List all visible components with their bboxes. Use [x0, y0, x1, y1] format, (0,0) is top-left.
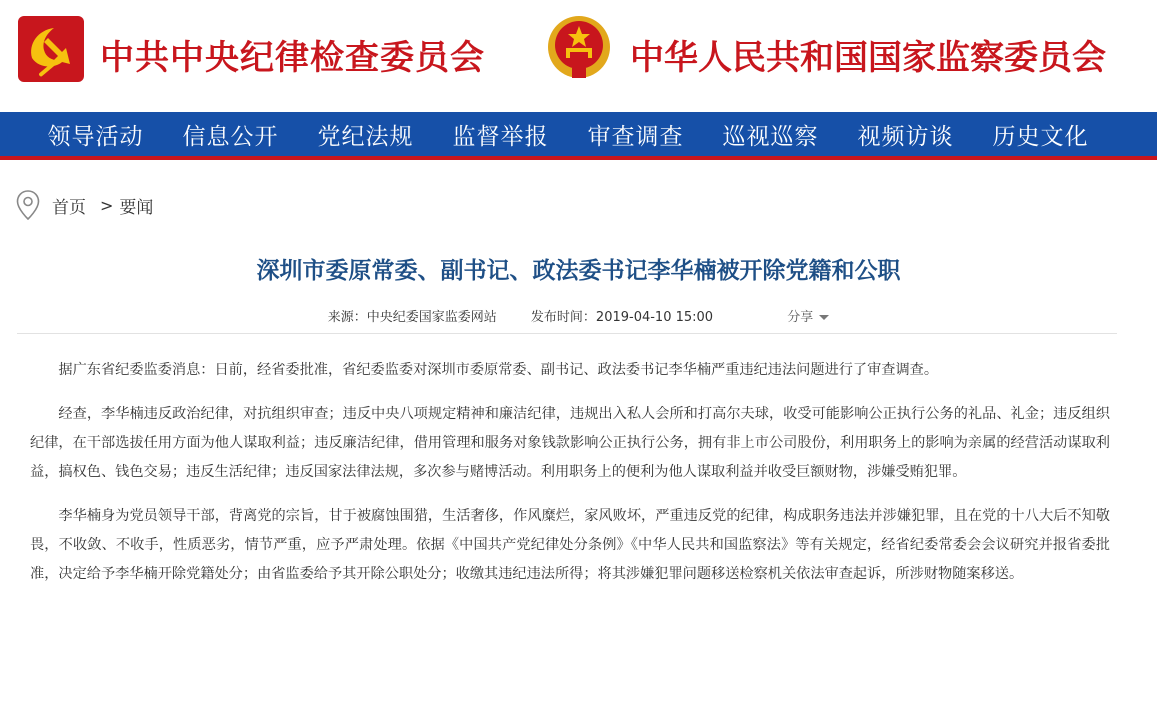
site-title-ccdi[interactable]: 中共中央纪律检查委员会 — [100, 38, 485, 78]
breadcrumb-separator: > — [100, 195, 114, 215]
nav-item-inspection[interactable]: 巡视巡察 — [722, 123, 819, 150]
article-source: 来源：中央纪委国家监委网站 — [327, 310, 497, 325]
party-emblem-icon[interactable] — [18, 16, 84, 82]
divider — [17, 333, 1117, 334]
site-title-nsc[interactable]: 中华人民共和国国家监察委员会 — [630, 38, 1106, 78]
breadcrumb — [16, 190, 153, 220]
national-emblem-icon[interactable] — [546, 12, 612, 82]
main-nav — [0, 112, 1157, 160]
nav-item-investigation[interactable]: 审查调查 — [587, 123, 684, 150]
nav-item-video[interactable]: 视频访谈 — [857, 123, 954, 150]
share-label: 分享 — [787, 310, 814, 325]
site-header — [0, 0, 1157, 112]
nav-item-info[interactable]: 信息公开 — [182, 123, 279, 150]
article-pub-time: 发布时间：2019-04-10 15:00 — [530, 310, 714, 325]
article-paragraph: 李华楠身为党员领导干部，背离党的宗旨，甘于被腐蚀围猎，生活奢侈，作风糜烂，家风败坏，严重违反党的纪律，构成职务违法并涉嫌犯罪，且在党的十八大后不知敬畏，不收敛、不收手，性质恶劣，情节严重，应予严肃处理。依据《中国共产党纪律处分条例》《中华人民共和国监察法》等有关规定，经省纪委常委会会议研究并报省委批准，决定给予李华楠开除党籍处分；由省监委给予其开除公职处分；收缴其违纪违法所得；将其涉嫌犯罪问题移送检察机关依法审查起诉，所涉财物随案移送。 — [30, 508, 1110, 582]
share-button[interactable] — [787, 306, 829, 325]
article-paragraph: 据广东省纪委监委消息：日前，经省委批准，省纪委监委对深圳市委原常委、副书记、政法委书记李华楠严重违纪违法问题进行了审查调查。 — [58, 362, 939, 378]
location-pin-icon — [16, 190, 40, 220]
article-meta — [0, 306, 1157, 325]
nav-item-report[interactable]: 监督举报 — [452, 123, 549, 150]
breadcrumb-home[interactable]: 首页 — [52, 197, 86, 218]
nav-item-leadership[interactable]: 领导活动 — [47, 123, 144, 150]
article-paragraph: 经查，李华楠违反政治纪律，对抗组织审查；违反中央八项规定精神和廉洁纪律，违规出入私人会所和打高尔夫球，收受可能影响公正执行公务的礼品、礼金；违反组织纪律，在干部选拔任用方面为他人谋取利益；违反廉洁纪律，借用管理和服务对象钱款影响公正执行公务，拥有非上市公司股份，利用职务上的影响为亲属的经营活动谋取利益，搞权色、钱色交易；违反生活纪律；违反国家法律法规，多次参与赌博活动。利用职务上的便利为他人谋取利益并收受巨额财物，涉嫌受贿犯罪。 — [30, 406, 1110, 480]
article-body — [30, 356, 1110, 604]
nav-item-history[interactable]: 历史文化 — [992, 123, 1089, 150]
nav-item-regulations[interactable]: 党纪法规 — [317, 123, 414, 150]
article-title: 深圳市委原常委、副书记、政法委书记李华楠被开除党籍和公职 — [256, 258, 901, 284]
chevron-down-icon — [819, 315, 829, 320]
breadcrumb-current[interactable]: 要闻 — [119, 197, 154, 218]
